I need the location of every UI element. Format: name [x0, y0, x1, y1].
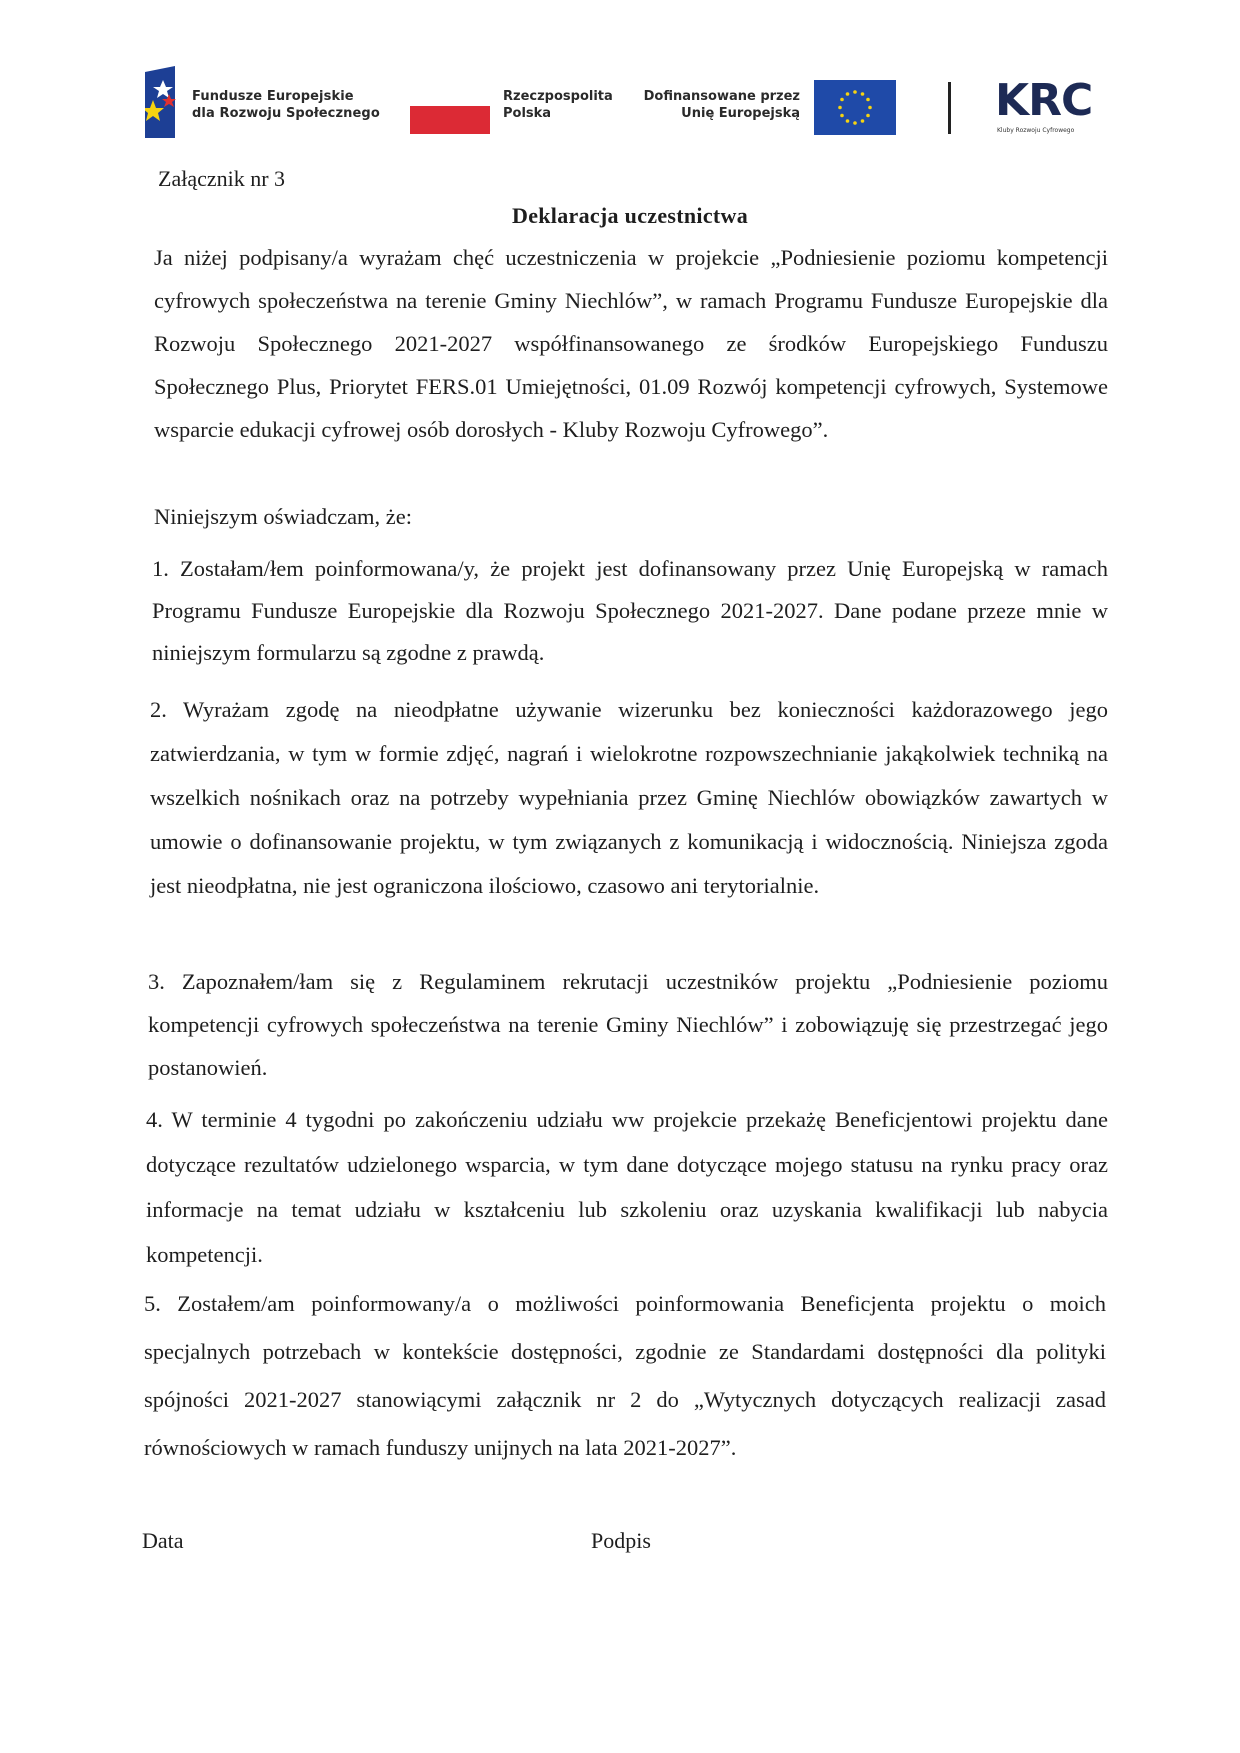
eu-flag-icon: [814, 80, 896, 135]
declaration-point-3: 3. Zapoznałem/łam się z Regulaminem rekrutacji uczestników projektu „Podniesienie poziomu kompetencji cyfrowych społeczeństwa na terenie Gminy Niechlów” i zobowiązuję się przestrzegać jego postanowień.: [148, 969, 1108, 1080]
annex-label: Załącznik nr 3: [158, 166, 286, 191]
fe-logo-text: [192, 88, 380, 122]
krc-logo-subtitle: Kluby Rozwoju Cyfrowego: [997, 127, 1075, 134]
pl-logo-line2: Polska: [503, 106, 552, 121]
krc-logo: [995, 75, 1115, 138]
date-label: Data: [142, 1528, 184, 1553]
document-title: Deklaracja uczestnictwa: [512, 203, 748, 228]
logo-divider: [948, 82, 951, 134]
eu-logo-line2: Unię Europejską: [681, 106, 800, 121]
declaration-lead: Niniejszym oświadczam, że:: [154, 504, 413, 529]
pl-logo-text: [503, 88, 613, 122]
declaration-point-1: 1. Zostałam/łem poinformowana/y, że projekt jest dofinansowany przez Unię Europejską w ramach Programu Fundusze Europejskie dla Rozwoju Społecznego 2021-2027. Dane podane przeze mnie w niniejszym formularzu są zgodne z prawdą.: [152, 556, 1108, 665]
logo-header: [0, 0, 1240, 150]
intro-paragraph: Ja niżej podpisany/a wyrażam chęć uczestniczenia w projekcie „Podniesienie poziomu kompetencji cyfrowych społeczeństwa na terenie Gminy Niechlów”, w ramach Programu Fundusze Europejskie dla Rozwoju Społecznego 2021-2027 współfinansowanego ze środków Europejskiego Funduszu Społecznego Plus, Priorytet FERS.01 Umiejętności, 01.09 Rozwój kompetencji cyfrowych, Systemowe wsparcie edukacji cyfrowej osób dorosłych - Kluby Rozwoju Cyfrowego”.: [154, 245, 1108, 442]
declaration-point-4: 4. W terminie 4 tygodni po zakończeniu udziału ww projekcie przekażę Beneficjentowi projektu dane dotyczące rezultatów udzielonego wsparcia, w tym dane dotyczące mojego statusu na rynku pracy oraz informacje na temat udziału w kształceniu lub szkoleniu oraz uzyskania kwalifikacji lub nabycia kompetencji.: [146, 1107, 1108, 1267]
krc-logo-letters: KRC: [995, 75, 1093, 126]
declaration-point-5: 5. Zostałem/am poinformowany/a o możliwości poinformowania Beneficjenta projektu o moich specjalnych potrzebach w kontekście dostępności, zgodnie ze Standardami dostępności dla polityki spójności 2021-2027 stanowiącymi załącznik nr 2 do „Wytycznych dotyczących realizacji zasad równościowych w ramach funduszy unijnych na lata 2021-2027”.: [144, 1291, 1106, 1460]
fe-logo-icon: [145, 66, 183, 138]
pl-logo-line1: Rzeczpospolita: [503, 89, 613, 104]
signature-label: Podpis: [591, 1528, 651, 1553]
polish-flag-icon: [410, 86, 490, 134]
declaration-point-2: 2. Wyrażam zgodę na nieodpłatne używanie wizerunku bez konieczności każdorazowego jego zatwierdzania, w tym w formie zdjęć, nagrań i wielokrotne rozpowszechnianie jakąkolwiek techniką na wszelkich nośnikach oraz na potrzeby wypełniania przez Gminę Niechlów obowiązków zawartych w umowie o dofinansowanie projektu, w tym związanych z komunikacją i widocznością. Niniejsza zgoda jest nieodpłatna, nie jest ograniczona ilościowo, czasowo ani terytorialnie.: [150, 697, 1108, 898]
fe-logo-line1: Fundusze Europejskie: [192, 89, 354, 104]
eu-logo-text: [640, 88, 800, 122]
eu-logo-line1: Dofinansowane przez: [643, 89, 800, 104]
fe-logo-line2: dla Rozwoju Społecznego: [192, 106, 380, 121]
